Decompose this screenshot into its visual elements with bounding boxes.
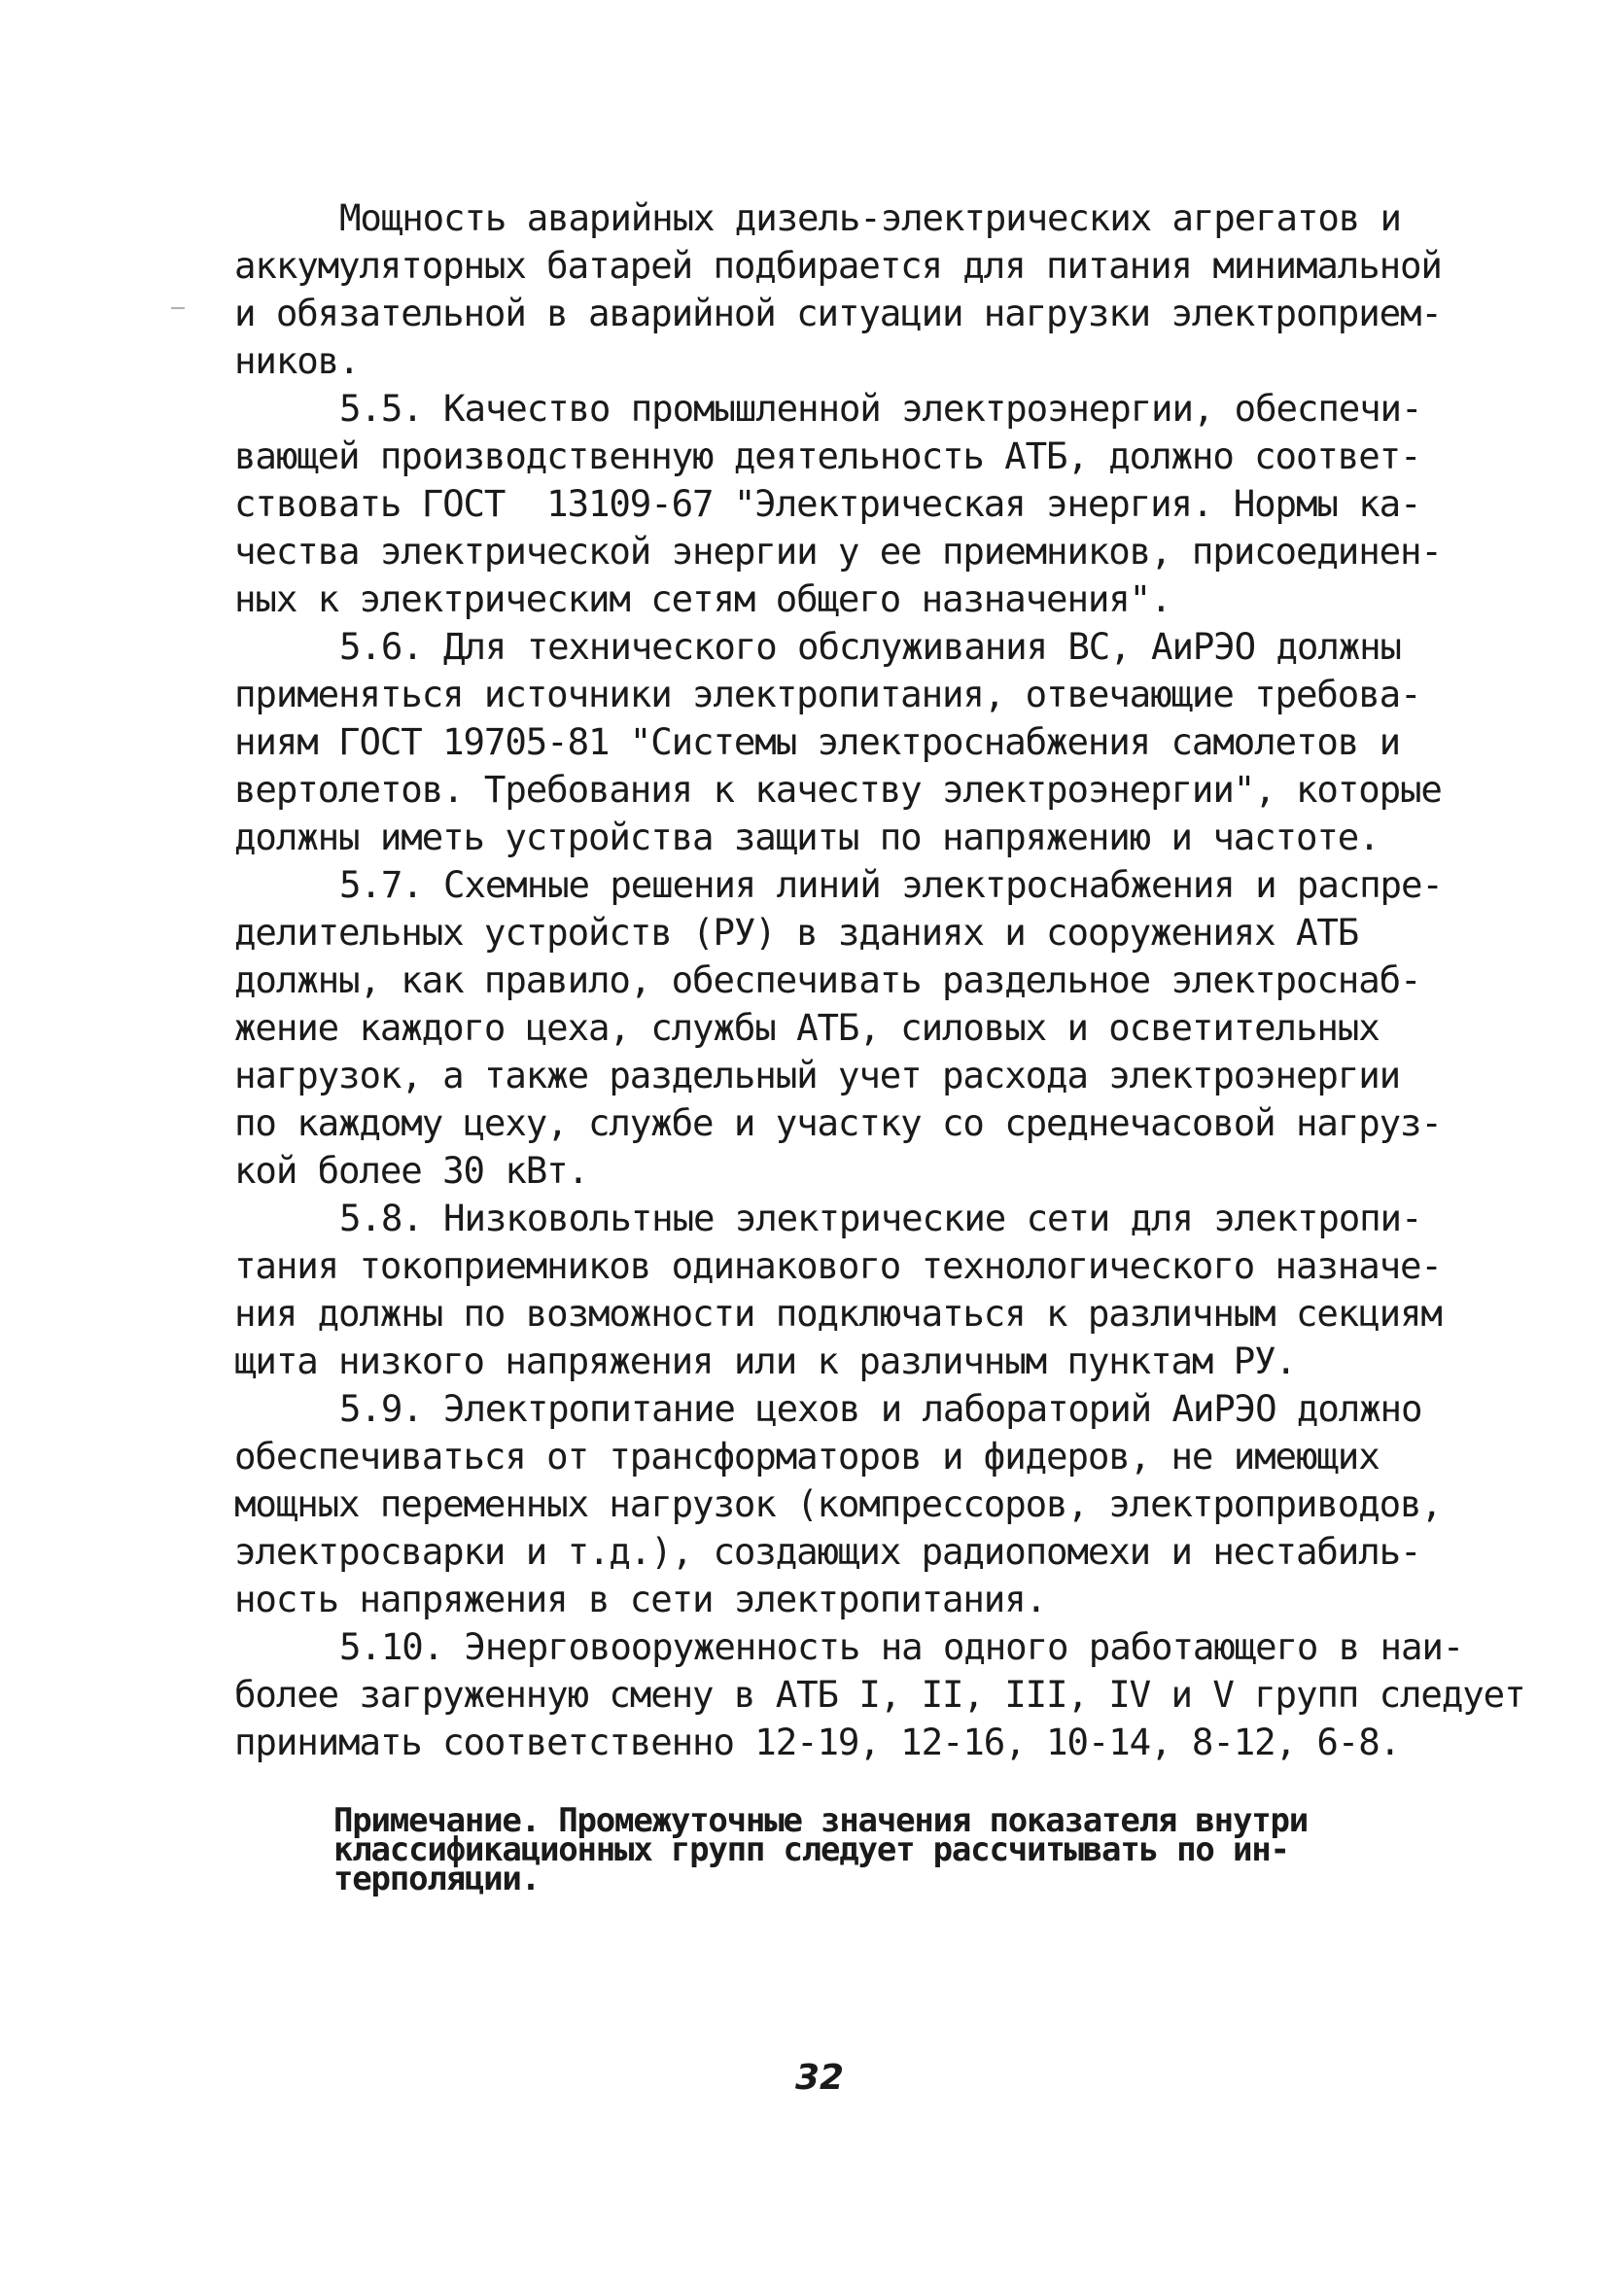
text-line: принимать соответственно 12-19, 12-16, 10-14, 8-12, 6-8. bbox=[234, 1721, 1401, 1763]
text-line: чества электрической энергии у ее приемников, присоединен- bbox=[234, 530, 1442, 573]
text-line: аккумуляторных батарей подбирается для питания минимальной bbox=[234, 244, 1442, 287]
text-line: вающей производственную деятельность АТБ, должно соответ- bbox=[234, 435, 1421, 477]
text-line: более загруженную смену в АТБ I, II, III, IV и V групп следует bbox=[234, 1673, 1525, 1716]
text-line: Мощность аварийных дизель-электрических агрегатов и bbox=[339, 196, 1401, 239]
text-line: обеспечиваться от трансформаторов и фидеров, не имеющих bbox=[234, 1435, 1380, 1478]
text-line: 5.7. Схемные решения линий электроснабжения и распре- bbox=[339, 863, 1443, 906]
text-line: ния должны по возможности подключаться к различным секциям bbox=[234, 1292, 1442, 1335]
note-line: терполяции. bbox=[333, 1860, 540, 1898]
page-number: 32 bbox=[795, 2058, 845, 2098]
note-line: Примечание. Промежуточные значения показателя внутри bbox=[333, 1801, 1309, 1840]
text-line: ствовать ГОСТ 13109-67 "Электрическая энергия. Нормы ка- bbox=[234, 482, 1421, 525]
text-line: жение каждого цеха, службы АТБ, силовых и осветительных bbox=[234, 1006, 1380, 1049]
text-line: нагрузок, а также раздельный учет расхода электроэнергии bbox=[234, 1054, 1401, 1096]
scan-margin-mark bbox=[171, 307, 185, 309]
text-line: ность напряжения в сети электропитания. bbox=[234, 1578, 1047, 1620]
text-line: ников. bbox=[234, 339, 360, 382]
text-line: 5.9. Электропитание цехов и лабораторий АиРЭО должно bbox=[339, 1387, 1422, 1430]
text-line: 5.8. Низковольтные электрические сети для электропи- bbox=[339, 1197, 1422, 1239]
text-line: кой более 30 кВт. bbox=[234, 1149, 588, 1192]
text-line: 5.5. Качество промышленной электроэнергии, обеспечи- bbox=[339, 387, 1422, 430]
note-line: классификационных групп следует рассчитывать по ин- bbox=[333, 1830, 1289, 1869]
text-line: должны, как правило, обеспечивать раздельное электроснаб- bbox=[234, 958, 1421, 1001]
text-line: 5.6. Для технического обслуживания ВС, АиРЭО должны bbox=[339, 625, 1401, 668]
body-text bbox=[234, 194, 1525, 1766]
text-line: 5.10. Энерговооруженность на одного работающего в наи- bbox=[339, 1625, 1464, 1668]
text-line: ных к электрическим сетям общего назначения". bbox=[234, 577, 1171, 620]
text-line: тания токоприемников одинакового технологического назначе- bbox=[234, 1244, 1442, 1287]
text-line: по каждому цеху, службе и участку со среднечасовой нагруз- bbox=[234, 1101, 1442, 1144]
text-line: щита низкого напряжения или к различным пунктам РУ. bbox=[234, 1339, 1296, 1382]
text-line: применяться источники электропитания, отвечающие требова- bbox=[234, 673, 1421, 715]
text-line: делительных устройств (РУ) в зданиях и сооружениях АТБ bbox=[234, 911, 1359, 954]
note-block bbox=[333, 1801, 1403, 1898]
text-line: мощных переменных нагрузок (компрессоров, электроприводов, bbox=[234, 1482, 1442, 1525]
text-line: вертолетов. Требования к качеству электроэнергии", которые bbox=[234, 768, 1442, 811]
text-line: ниям ГОСТ 19705-81 "Системы электроснабжения самолетов и bbox=[234, 720, 1401, 763]
text-line: и обязательной в аварийной ситуации нагрузки электроприем- bbox=[234, 292, 1442, 334]
text-line: электросварки и т.д.), создающих радиопомехи и нестабиль- bbox=[234, 1530, 1421, 1573]
text-line: должны иметь устройства защиты по напряжению и частоте. bbox=[234, 816, 1380, 858]
